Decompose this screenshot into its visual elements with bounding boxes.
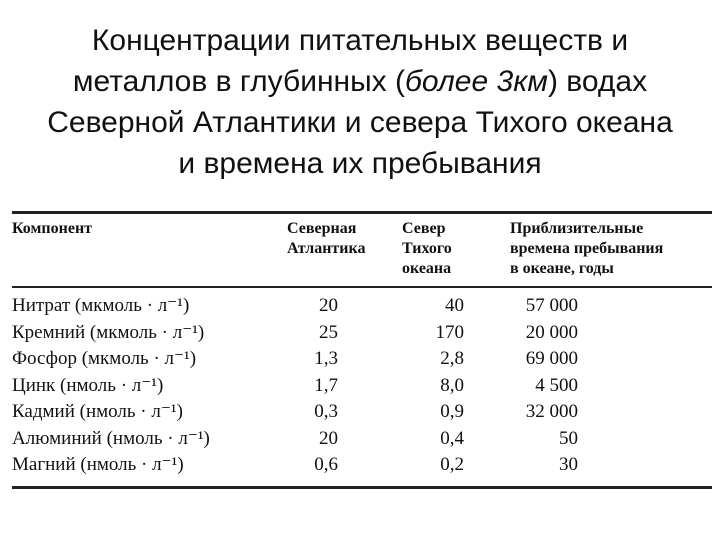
cell-component: Нитрат (мкмоль · л⁻¹) (12, 295, 190, 316)
title-line-2-start: металлов в глубинных ( (72, 65, 405, 98)
header-north-pacific-line-3: океана (402, 260, 452, 277)
cell-north-atlantic: 20 (319, 295, 338, 316)
title-line-3: Северной Атлантики и севера Тихого океана (47, 106, 673, 139)
header-north-atlantic-line-2: Атлантика (287, 240, 366, 257)
cell-residence-time: 4 500 (535, 374, 578, 396)
cell-residence-time: 20 000 (525, 321, 578, 343)
cell-residence-time: 57 000 (525, 295, 578, 316)
title-depth-emphasis: более 3км (404, 65, 548, 98)
header-residence-time-line-3: в океане, годы (510, 260, 614, 277)
header-north-pacific-line-1: Север (402, 220, 446, 237)
cell-north-pacific: 0,4 (440, 427, 464, 449)
table-bottom-rule (12, 486, 712, 489)
table-row (12, 320, 712, 347)
cell-north-pacific: 40 (445, 295, 464, 316)
cell-north-pacific: 0,2 (440, 454, 464, 475)
cell-north-atlantic: 1,7 (314, 374, 338, 396)
table-row (12, 346, 712, 373)
table-row (12, 452, 712, 479)
cell-north-pacific: 170 (435, 321, 464, 343)
cell-component: Кремний (мкмоль · л⁻¹) (12, 321, 205, 343)
title-line-4: и времена их пребывания (178, 147, 542, 180)
cell-north-atlantic: 20 (319, 427, 338, 449)
header-component-line: Компонент (12, 220, 93, 237)
header-residence-time-line-2: времена пребывания (510, 240, 664, 257)
cell-component: Кадмий (нмоль · л⁻¹) (12, 401, 183, 422)
table-row (12, 399, 712, 426)
cell-north-atlantic: 0,3 (314, 401, 338, 422)
concentration-table (12, 205, 712, 495)
table-row (12, 426, 712, 453)
header-north-atlantic-line-1: Северная (287, 220, 357, 237)
table-body (12, 293, 712, 479)
header-north-pacific (402, 219, 452, 279)
table-header-rule (12, 286, 712, 288)
cell-residence-time: 50 (559, 427, 578, 449)
title-line-2 (0, 61, 720, 102)
table-row (12, 293, 712, 320)
table-row (12, 373, 712, 400)
cell-north-pacific: 8,0 (440, 374, 464, 396)
header-component (12, 219, 92, 239)
cell-residence-time: 30 (559, 454, 578, 475)
title-line-2-end: ) водах (547, 65, 648, 98)
cell-residence-time: 69 000 (525, 348, 578, 369)
cell-component: Фосфор (мкмоль · л⁻¹) (12, 348, 197, 369)
cell-north-atlantic: 1,3 (314, 348, 338, 369)
cell-component: Цинк (нмоль · л⁻¹) (12, 374, 164, 396)
cell-residence-time: 32 000 (525, 401, 578, 422)
cell-north-atlantic: 0,6 (314, 454, 338, 475)
header-residence-time-line-1: Приблизительные (510, 220, 644, 237)
cell-north-pacific: 0,9 (440, 401, 464, 422)
cell-north-pacific: 2,8 (440, 348, 464, 369)
slide-title (0, 20, 720, 184)
table-top-rule (12, 211, 712, 214)
cell-component: Магний (нмоль · л⁻¹) (12, 454, 184, 475)
cell-north-atlantic: 25 (319, 321, 338, 343)
header-north-pacific-line-2: Тихого (402, 240, 452, 257)
cell-component: Алюминий (нмоль · л⁻¹) (12, 427, 210, 449)
header-north-atlantic (287, 219, 365, 259)
title-line-1: Концентрации питательных веществ и (91, 24, 629, 57)
header-residence-time (510, 219, 663, 279)
